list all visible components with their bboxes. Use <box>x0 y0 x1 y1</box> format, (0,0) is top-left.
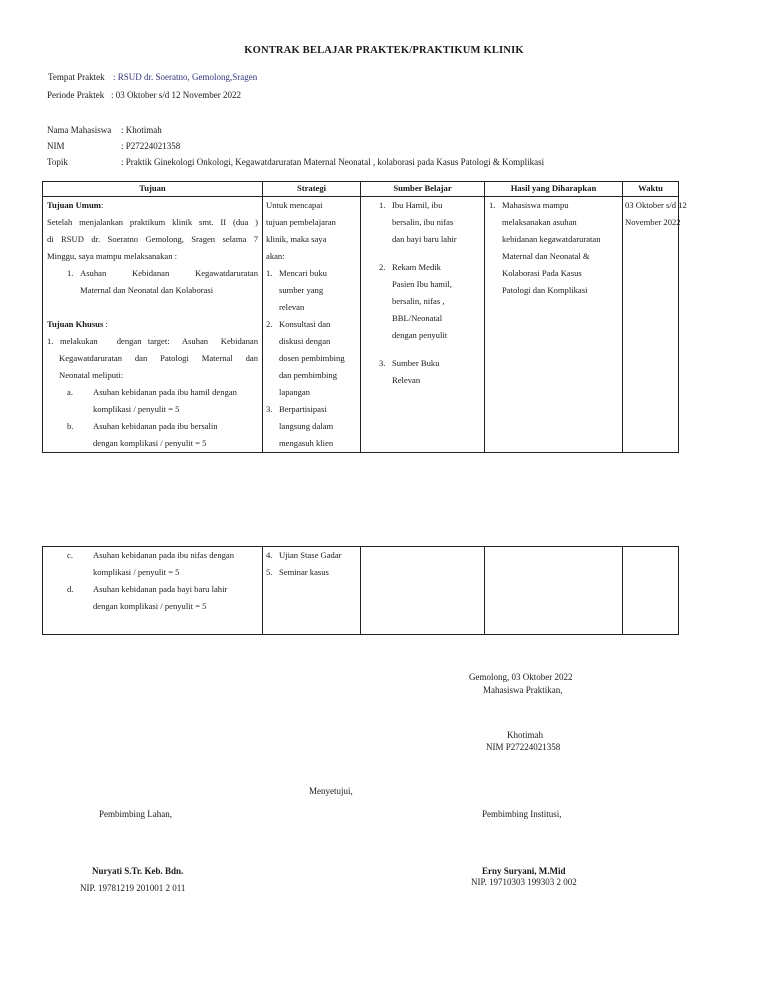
tujuan-umum-item <box>47 265 258 282</box>
sumber-item-cont: dan bayi baru lahir <box>392 234 457 244</box>
lahan-name: Nuryati S.Tr. Keb. Bdn. <box>92 866 184 876</box>
hasil-item <box>489 197 618 214</box>
item-text: Mahasiswa mampu <box>502 200 569 210</box>
hasil-cont: Kolaborasi Pada Kasus <box>502 268 582 278</box>
tujuan-umum-heading: Tujuan Umum <box>47 200 101 210</box>
sumber-cell <box>361 197 485 453</box>
item-text: Ibu Hamil, ibu <box>392 200 443 210</box>
document-title: KONTRAK BELAJAR PRAKTEK/PRAKTIKUM KLINIK <box>244 45 524 56</box>
institusi-nip: NIP. 19710303 199303 2 002 <box>471 877 577 887</box>
item-text: Ujian Stase Gadar <box>279 550 342 560</box>
sumber-item-cont: BBL/Neonatal <box>392 313 443 323</box>
hasil-cell <box>485 197 623 453</box>
sub-item-d <box>47 581 258 598</box>
sub-item-a-cont: komplikasi / penyulit = 5 <box>93 404 180 414</box>
waktu-cell-cont <box>623 547 679 635</box>
tujuan-umum-line: di RSUD dr. Soeratno Gemolong, Sragen selama 7 <box>47 234 258 244</box>
strategi-intro-line: klinik, maka saya <box>266 234 327 244</box>
hasil-cont: kebidanan kegawatdaruratan <box>502 234 601 244</box>
item-text: Asuhan Kebidanan Kegawatdaruratan <box>80 268 258 278</box>
strategi-item-4 <box>266 547 357 564</box>
header-sumber-belajar: Sumber Belajar <box>361 182 485 197</box>
lahan-nip: NIP. 19781219 201001 2 011 <box>80 883 186 893</box>
sub-item-letter: a. <box>67 387 73 397</box>
item-text: Sumber Buku <box>392 358 440 368</box>
strategi-intro-line: tujuan pembelajaran <box>266 217 336 227</box>
student-name: Khotimah <box>507 730 543 740</box>
strategi-intro-line: Untuk mencapai <box>266 200 323 210</box>
item-text: Rekam Medik <box>392 262 441 272</box>
contract-table-part1 <box>42 181 687 453</box>
sub-item-letter: d. <box>67 584 74 594</box>
nama-label: Nama Mahasiswa <box>47 125 112 135</box>
sub-item-text: Asuhan kebidanan pada bayi baru lahir <box>93 584 228 594</box>
sumber-item-cont: dengan penyulit <box>392 330 448 340</box>
strategi-item-cont: sumber yang <box>279 285 324 295</box>
tujuan-umum-item-cont: Maternal dan Neonatal dan Kolaborasi <box>80 285 214 295</box>
tujuan-cell <box>43 197 263 453</box>
strategi-item-cont: lapangan <box>279 387 311 397</box>
tujuan-khusus-item <box>47 333 258 350</box>
sub-item-c-cont: komplikasi / penyulit = 5 <box>93 567 180 577</box>
strategi-item-cont: langsung dalam <box>279 421 334 431</box>
item-number: 1. <box>67 268 74 278</box>
item-text: Konsultasi dan <box>279 319 331 329</box>
tujuan-umum-colon: : <box>100 200 104 210</box>
hasil-cell-cont <box>485 547 623 635</box>
topik-label: Topik <box>47 157 68 167</box>
strategi-item-cont: dosen pembimbing <box>279 353 345 363</box>
hasil-cont: Patologi dan Komplikasi <box>502 285 588 295</box>
tujuan-umum-line: Setelah menjalankan praktikum klinik smt. II (dua ) <box>47 217 258 227</box>
strategi-item-cont: diskusi dengan <box>279 336 331 346</box>
topik-value: : Praktik Ginekologi Onkologi, Kegawatdaruratan Maternal Neonatal , kolaborasi pada Kasus Patologi & Komplikasi <box>121 157 545 167</box>
waktu-cell <box>623 197 687 453</box>
nama-value: : Khotimah <box>121 125 162 135</box>
periode-value: : 03 Oktober s/d 12 November 2022 <box>111 90 241 100</box>
header-tujuan: Tujuan <box>43 182 263 197</box>
tujuan-cell-cont <box>43 547 263 635</box>
item-text: Seminar kasus <box>279 567 329 577</box>
strategi-item-5 <box>266 564 357 581</box>
strategi-intro-line: akan: <box>266 251 285 261</box>
lahan-role: Pembimbing Lahan, <box>99 809 172 819</box>
item-number: 1. <box>266 268 273 278</box>
item-number: 3. <box>266 404 273 414</box>
sub-item-text: Asuhan kebidanan pada ibu bersalin <box>93 421 218 431</box>
sub-item-letter: b. <box>67 421 74 431</box>
sumber-item-cont: bersalin, ibu nifas <box>392 217 454 227</box>
item-text: melakukan dengan target: Asuhan Kebidanan <box>60 336 258 346</box>
waktu-line: November 2022 <box>625 217 681 227</box>
tujuan-umum-line: Minggu, saya mampu melaksanakan : <box>47 251 178 261</box>
strategi-cell <box>263 197 361 453</box>
item-number: 5. <box>266 567 273 577</box>
sub-item-a <box>47 384 258 401</box>
strategi-item-cont: mengasuh klien <box>279 438 334 448</box>
sumber-item-3 <box>379 355 480 372</box>
item-number: 2. <box>266 319 273 329</box>
item-number: 1. <box>489 200 496 210</box>
student-role: Mahasiswa Praktikan, <box>483 685 563 695</box>
sub-item-letter: c. <box>67 550 73 560</box>
item-number: 2. <box>379 262 386 272</box>
tujuan-khusus-heading: Tujuan Khusus <box>47 319 104 329</box>
place-date: Gemolong, 03 Oktober 2022 <box>469 672 573 682</box>
item-text: Berpartisipasi <box>279 404 327 414</box>
sub-item-d-cont: dengan komplikasi / penyulit = 5 <box>93 601 207 611</box>
tujuan-khusus-cont: Neonatal meliputi: <box>59 370 124 380</box>
item-number: 4. <box>266 550 273 560</box>
item-number: 1. <box>47 336 54 346</box>
item-text: Mencari buku <box>279 268 327 278</box>
item-number: 3. <box>379 358 386 368</box>
sub-item-text: Asuhan kebidanan pada ibu hamil dengan <box>93 387 237 397</box>
contract-table-part2 <box>42 546 679 635</box>
student-nim: NIM P27224021358 <box>486 742 561 752</box>
sub-item-c <box>47 547 258 564</box>
strategi-item-cont: dan pembimbing <box>279 370 337 380</box>
header-strategi: Strategi <box>263 182 361 197</box>
sub-item-b <box>47 418 258 435</box>
item-number: 1. <box>379 200 386 210</box>
nim-value: : P27224021358 <box>121 141 181 151</box>
sumber-item-1 <box>379 197 480 214</box>
periode-label: Periode Praktek <box>47 90 105 100</box>
header-hasil: Hasil yang Diharapkan <box>485 182 623 197</box>
sumber-item-cont: Relevan <box>392 375 421 385</box>
hasil-cont: Maternal dan Neonatal & <box>502 251 590 261</box>
header-waktu: Waktu <box>623 182 679 197</box>
approve-label: Menyetujui, <box>309 786 353 796</box>
waktu-line: 03 Oktober s/d 12 <box>625 200 687 210</box>
strategi-item-3 <box>266 401 357 418</box>
institusi-role: Pembimbing Institusi, <box>482 809 562 819</box>
sub-item-text: Asuhan kebidanan pada ibu nifas dengan <box>93 550 235 560</box>
tempat-value: : RSUD dr. Soeratno, Gemolong,Sragen <box>113 72 258 82</box>
sumber-item-cont: bersalin, nifas , <box>392 296 445 306</box>
hasil-cont: melaksanakan asuhan <box>502 217 577 227</box>
strategi-item-1 <box>266 265 357 282</box>
tempat-label: Tempat Praktek <box>48 72 105 82</box>
sub-item-b-cont: dengan komplikasi / penyulit = 5 <box>93 438 207 448</box>
sumber-item-cont: Pasien Ibu hamil, <box>392 279 452 289</box>
sumber-item-2 <box>379 259 480 276</box>
sumber-cell-cont <box>361 547 485 635</box>
tujuan-khusus-colon: : <box>103 319 108 329</box>
strategi-cell-cont <box>263 547 361 635</box>
institusi-name: Erny Suryani, M.Mid <box>482 866 566 876</box>
strategi-item-2 <box>266 316 357 333</box>
tujuan-khusus-cont: Kegawatdaruratan dan Patologi Maternal dan <box>59 353 258 363</box>
nim-label: NIM <box>47 141 65 151</box>
strategi-item-cont: relevan <box>279 302 305 312</box>
